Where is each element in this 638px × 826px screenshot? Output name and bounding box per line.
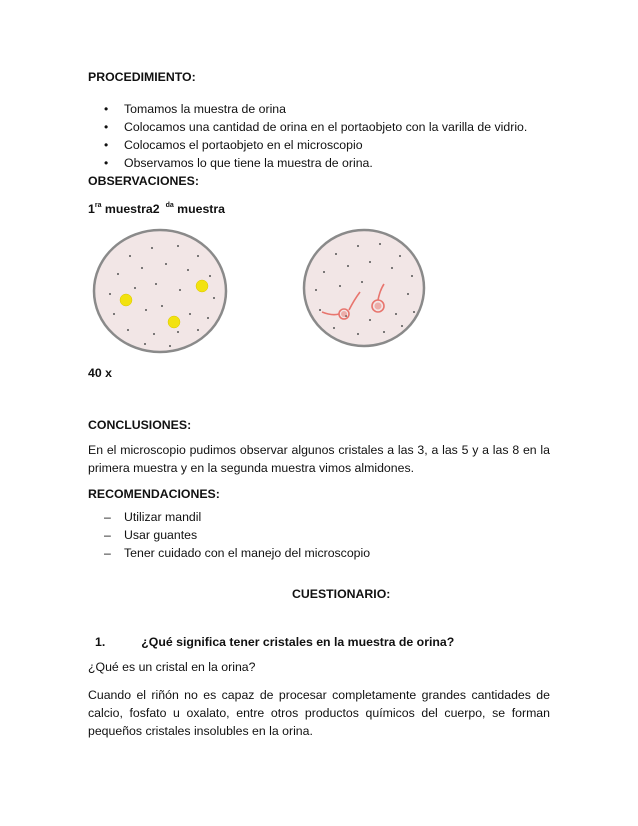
procedimiento-step: • Colocamos una cantidad de orina en el portaobjeto con la varilla de vidrio. — [104, 118, 527, 136]
sample2-microscope-drawing — [300, 226, 428, 350]
recomendaciones-heading: RECOMENDACIONES: — [88, 487, 220, 501]
procedimiento-list — [104, 100, 527, 172]
cuestionario-heading: CUESTIONARIO: — [292, 587, 391, 601]
procedimiento-step: • Observamos lo que tiene la muestra de orina. — [104, 154, 527, 172]
sub-question: ¿Qué es un cristal en la orina? — [88, 660, 256, 674]
conclusiones-heading: CONCLUSIONES: — [88, 418, 192, 432]
question-1 — [95, 635, 454, 649]
recomendacion-item: – Usar guantes — [104, 526, 370, 544]
recomendaciones-list — [104, 508, 370, 562]
sample1-superscript: ra — [94, 202, 102, 209]
observaciones-heading: OBSERVACIONES: — [88, 174, 199, 188]
question-text: ¿Qué significa tener cristales en la muestra de orina? — [141, 635, 455, 649]
recomendacion-item: – Tener cuidado con el manejo del microscopio — [104, 544, 370, 562]
sample2-superscript: da — [165, 202, 174, 209]
sample1-number: 1 — [88, 202, 95, 216]
recomendacion-item: – Utilizar mandil — [104, 508, 370, 526]
magnification-label: 40 x — [88, 366, 112, 380]
procedimiento-step: • Tomamos la muestra de orina — [104, 100, 527, 118]
procedimiento-step: • Colocamos el portaobjeto en el microscopio — [104, 136, 527, 154]
sample-labels — [88, 202, 225, 216]
question-number: 1. — [95, 635, 106, 649]
procedimiento-heading: PROCEDIMIENTO: — [88, 70, 196, 84]
sample1-microscope-drawing — [90, 226, 230, 356]
conclusiones-text: En el microscopio pudimos observar algunos cristales a las 3, a las 5 y a las 8 en la primera muestra y en la segunda muestra vimos almidones. — [88, 443, 550, 475]
sample2-word: muestra — [173, 202, 226, 216]
sample1-word: muestra — [101, 202, 153, 216]
sample2-number: 2 — [152, 202, 160, 216]
answer-text: Cuando el riñón no es capaz de procesar completamente grandes cantidades de calcio, fosfato u oxalato, entre otros productos químicos del cuerpo, se forman pequeños cristales insolubles en la orina. — [88, 688, 550, 738]
